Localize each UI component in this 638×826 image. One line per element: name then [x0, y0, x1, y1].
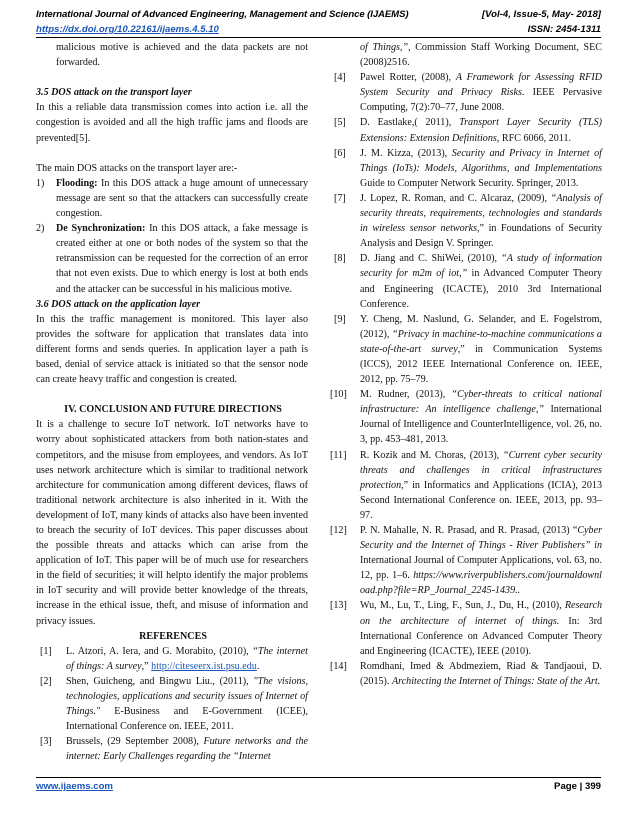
- reference-number: [8]: [334, 253, 346, 265]
- reference-title: Research on the architecture of internet of things.: [360, 600, 602, 627]
- reference-authors: J. Lopez, R. Roman, and C. Alcaraz, (2009),: [360, 192, 551, 204]
- reference-12: [330, 523, 602, 598]
- reference-title: "The visions, technologies, applications and security issues of Internet of Things.": [66, 675, 309, 718]
- reference-2: [36, 674, 308, 734]
- list-item-text: malicious motive is achieved and the data packets are not forwarded.: [56, 42, 308, 69]
- reference-6: [330, 146, 602, 191]
- reference-number: [11]: [330, 449, 347, 461]
- reference-url: https://www.riverpublishers.com/journaldownload.php?file=RP_Journal_2245-1439..: [360, 570, 602, 597]
- reference-title: “A study of information security for m2m of iot,”: [360, 253, 602, 280]
- reference-8: [330, 251, 602, 311]
- reference-authors: Pawel Rotter, (2008),: [360, 72, 456, 84]
- reference-title: “Current cyber security threats and challenges in critical infrastructures protection,: [360, 449, 602, 491]
- reference-text: in Advanced Computer Theory and Engineering (ICACTE), 2010 3rd International Conference.: [360, 268, 602, 310]
- reference-number: [9]: [334, 313, 346, 325]
- section-paragraph-4: It is a challenge to secure IoT network. IoT networks have to worry about sophisticated attackers from both nation-states and competitors, and the misuse from employees, and vendors. As IoT uses network architecture which is similar to traditional network architecture for communication among different devices, flaws of traditional network architecture is also inherited in it. With the development of IoT, many kinds of attacks also have been invented to breach the security of IoT devices. This paper discusses about the possible threats and attacks which can arise from the application of IoT. This paper will be of much use for researchers in the field of securities; it will helpto identify the major problems in IoT security and will provide better knowledge of the threats, increase in the ethical issue, theft, and misuse of information and privacy issues.: [36, 419, 308, 627]
- reference-14: [330, 659, 602, 689]
- reference-title: Cyber Security and the Internet of Things - River Publishers” in: [360, 525, 602, 552]
- reference-title: “The internet of things: A survey: [66, 645, 308, 672]
- reference-number: [2]: [40, 675, 52, 687]
- section-paragraph-3-5: In this a reliable data transmission comes into action i.e. all the congestion is avoided and all the high traffic jams and floods are prevented[5].: [36, 102, 308, 144]
- footer-rule: [36, 777, 601, 778]
- reference-authors: J. M. Kizza, (2013),: [360, 147, 452, 159]
- list-item-desync: [36, 221, 308, 296]
- list-item-title: De Synchronization:: [56, 223, 146, 235]
- section-heading-4: IV. CONCLUSION AND FUTURE DIRECTIONS: [64, 404, 282, 416]
- reference-text: International Journal of Computer Applications, vol. 63, no. 12, pp. 1–6.: [360, 555, 602, 582]
- reference-11: [330, 448, 602, 523]
- reference-authors: D. Eastlake,( 2011),: [360, 117, 460, 129]
- reference-authors: Brussels, (29 September 2008),: [66, 736, 204, 748]
- reference-13: [330, 598, 602, 658]
- reference-number: [14]: [330, 660, 347, 672]
- list-number: 2): [36, 223, 45, 235]
- reference-text: In: 3rd International Conference on Advanced Computer Theory and Engineering (ICACTE), IEEE (2010).: [360, 615, 602, 657]
- reference-title: “Analysis of security threats, requirements, technologies and standards in wireless sensor networks: [360, 192, 602, 235]
- reference-title: “Cyber-threats to critical national infrastructure: An intelligence challenge,”: [360, 389, 602, 416]
- reference-9: [330, 312, 602, 387]
- reference-number: [4]: [334, 72, 346, 84]
- journal-site-link[interactable]: www.ijaems.com: [36, 781, 113, 792]
- reference-text: ,”: [141, 660, 152, 672]
- reference-authors: R. Kozik and M. Choras, (2013),: [360, 449, 503, 461]
- reference-authors: Romdhani, Imed & Abdmeziem, Riad & Tandjaoui, D. (2015).: [360, 660, 602, 687]
- reference-authors: Wu, M., Lu, T., Ling, F., Sun, J., Du, H., (2010),: [360, 600, 565, 612]
- list-intro: The main DOS attacks on the transport layer are:-: [36, 162, 238, 174]
- reference-title: Architecting the Internet of Things: State of the Art.: [391, 675, 601, 687]
- reference-authors: L. Atzori, A. Iera, and G. Morabito, (2010),: [66, 645, 253, 657]
- reference-authors: P. N. Mahalle, N. R. Prasad, and R. Prasad, (2013): [360, 525, 573, 536]
- reference-number: [13]: [330, 600, 347, 612]
- issn: ISSN: 2454-1311: [527, 24, 601, 35]
- list-item-continuation: [36, 40, 308, 70]
- right-column: [330, 40, 602, 689]
- reference-text: International Journal of Intelligence and CounterIntelligence, vol. 26, no. 3, pp. 453–481, 2013.: [360, 404, 603, 446]
- list-item-flooding: [36, 176, 308, 221]
- reference-number: [7]: [334, 192, 346, 204]
- reference-10: [330, 387, 602, 447]
- reference-3: [36, 734, 308, 764]
- references-heading: REFERENCES: [139, 630, 207, 642]
- header-rule: [36, 37, 601, 38]
- reference-4: [330, 70, 602, 115]
- left-column: [36, 40, 308, 765]
- reference-authors: M. Rudner, (2013),: [360, 389, 452, 401]
- section-paragraph-3-6: In this the traffic management is monitored. This layer also provides the software for application that translates data into different forms and sends queries. In application layer a path is based, denial of service attack is initiated so that the sensor node can create heavy traffic and congestion is created.: [36, 313, 308, 386]
- reference-text: ,” in Communication Systems (ICCS), 2012 IEEE International Conference on. IEEE, 2012, pp. 75–79.: [360, 343, 602, 386]
- reference-title: A Framework for Assessing RFID System Security and Privacy Risks: [360, 72, 602, 99]
- journal-title: International Journal of Advanced Engineering, Management and Science (IJAEMS): [36, 9, 409, 20]
- reference-3-continued: [330, 40, 602, 70]
- reference-text: .: [256, 660, 260, 672]
- reference-text: ,” in Foundations of Security Analysis and Design V. Springer.: [360, 223, 603, 250]
- reference-text: . IEEE Pervasive Computing, 7(2):70–77, June 2008.: [360, 87, 602, 114]
- reference-text: “: [572, 525, 578, 536]
- reference-text: Guide to Computer Network Security. Springer, 2013.: [360, 177, 579, 189]
- reference-text: RFC 6066, 2011.: [499, 132, 572, 144]
- reference-title: Transport Layer Security (TLS) Extensions: Extension Definitions,: [360, 117, 602, 144]
- reference-5: [330, 115, 602, 145]
- reference-title: of Things,”: [360, 42, 409, 53]
- reference-text: , Commission Staff Working Document, SEC (2008)2516.: [360, 42, 603, 69]
- reference-link[interactable]: http://citeseerx.ist.psu.edu: [151, 660, 257, 672]
- reference-text: ” in Informatics and Applications (ICIA), 2013 Second International Conference on. IEEE, 2013, pp. 93–97.: [360, 479, 602, 521]
- reference-title: Security and Privacy in Internet of Things (IoTs): Models, Algorithms, and Implementations: [360, 147, 602, 174]
- reference-1: [36, 644, 308, 674]
- doi-link[interactable]: https://dx.doi.org/10.22161/ijaems.4.5.10: [36, 24, 219, 35]
- reference-authors: D. Jiang and C. ShiWei, (2010),: [360, 253, 502, 265]
- section-heading-3-6: 3.6 DOS attack on the application layer: [36, 298, 201, 310]
- list-item-text: In this DOS attack, a fake message is created either at one or both nodes of the system so that the retransmission can be requested for the correction of an error that not even exists. Due to which energy is lost at both ends and the attacker can be successful in his malicious motive.: [56, 223, 308, 295]
- reference-number: [10]: [330, 389, 347, 401]
- volume-issue: [Vol-4, Issue-5, May- 2018]: [481, 9, 601, 20]
- page-number: Page | 399: [554, 781, 601, 792]
- reference-number: [1]: [40, 645, 52, 657]
- reference-number: [3]: [40, 736, 52, 748]
- list-item-title: Flooding:: [56, 177, 98, 189]
- reference-text: E-Business and E-Government (ICEE), International Conference on. IEEE, 2011.: [66, 706, 308, 733]
- reference-number: [6]: [334, 147, 346, 159]
- reference-number: [12]: [330, 525, 347, 536]
- reference-title: Future networks and the internet: Early Challenges regarding the “Internet: [66, 736, 308, 763]
- list-number: 1): [36, 177, 45, 189]
- reference-7: [330, 191, 602, 251]
- reference-authors: Shen, Guicheng, and Bingwu Liu., (2011),: [66, 675, 254, 687]
- reference-authors: Y. Cheng, M. Naslund, G. Selander, and E. Fogelstrom, (2012),: [360, 313, 602, 340]
- list-item-text: In this DOS attack a huge amount of unnecessary message are sent so that the attackers can successfully create congestion.: [56, 177, 308, 220]
- reference-number: [5]: [334, 117, 346, 129]
- section-heading-3-5: 3.5 DOS attack on the transport layer: [36, 87, 192, 99]
- reference-title: “Privacy in machine-to-machine communications a state-of-the-art survey: [360, 328, 602, 355]
